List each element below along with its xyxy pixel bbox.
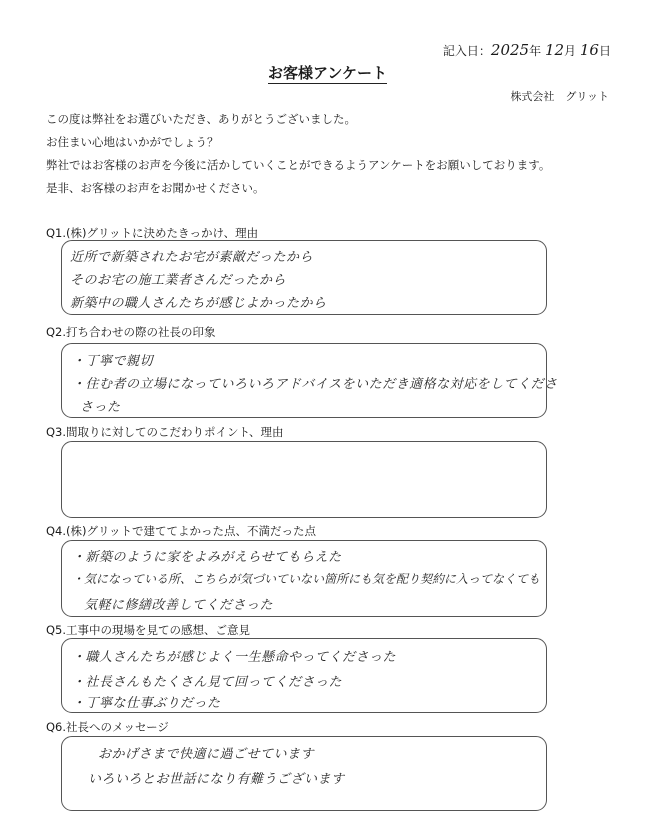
intro-line-1: この度は弊社をお選びいただき、ありがとうございました。	[46, 112, 357, 126]
date-year: 2025	[490, 41, 530, 59]
page-title	[0, 62, 655, 83]
intro-line-4: 是非、お客様のお声をお聞かせください。	[46, 181, 265, 195]
date-month-unit: 月	[564, 44, 577, 58]
question-6-answer-line-1: おかげさまで快適に過ごせています	[98, 747, 315, 762]
question-5-answer-line-2: ・社長さんもたくさん見て回ってくださった	[72, 675, 343, 690]
question-4-answer-line-2: ・気になっている所、こちらが気づいていない箇所にも気を配り契約に入ってなくても	[72, 572, 541, 586]
question-3-label: Q3.間取りに対してのこだわりポイント、理由	[46, 425, 284, 439]
question-1-answer-line-1: 近所で新築されたお宅が素敵だったから	[70, 250, 314, 265]
question-3-answer-box	[61, 441, 547, 518]
question-1-answer-line-3: 新築中の職人さんたちが感じよかったから	[70, 296, 327, 311]
question-2-label: Q2.打ち合わせの際の社長の印象	[46, 325, 216, 339]
question-2-answer-line-1: ・丁寧で親切	[72, 354, 154, 369]
question-6-answer-line-2: いろいろとお世話になり有難うございます	[88, 772, 345, 787]
date-day-unit: 日	[598, 44, 611, 58]
entry-date	[443, 41, 611, 59]
intro-line-3: 弊社ではお客様のお声を今後に活かしていくことができるようアンケートをお願いしております。	[46, 158, 551, 172]
company-name: 株式会社 グリット	[510, 90, 609, 103]
question-6-label: Q6.社長へのメッセージ	[46, 720, 169, 734]
date-prefix: 記入日：	[442, 44, 491, 58]
date-year-unit: 年	[529, 44, 542, 58]
date-month: 12	[544, 41, 565, 59]
question-4-answer-line-1: ・新築のように家をよみがえらせてもらえた	[72, 550, 342, 565]
question-4-answer-line-3: 気軽に修繕改善してくださった	[84, 598, 274, 613]
question-1-answer-line-2: そのお宅の施工業者さんだったから	[70, 273, 287, 288]
question-5-label: Q5.工事中の現場を見ての感想、ご意見	[46, 623, 251, 637]
page-title-text: お客様アンケート	[267, 64, 388, 82]
date-day: 16	[579, 41, 599, 59]
intro-line-2: お住まい心地はいかがでしょう？	[46, 135, 219, 149]
question-1-label: Q1.(株)グリットに決めたきっかけ、理由	[46, 226, 259, 240]
question-2-answer-line-2: ・住む者の立場になっていろいろアドバイスをいただき適格な対応をしてくださ	[72, 377, 558, 392]
question-5-answer-line-3: ・丁寧な仕事ぶりだった	[72, 696, 221, 711]
question-2-answer-line-3: さった	[80, 400, 121, 415]
question-4-label: Q4.(株)グリットで建ててよかった点、不満だった点	[46, 524, 317, 538]
question-5-answer-line-1: ・職人さんたちが感じよく一生懸命やってくださった	[72, 650, 397, 665]
